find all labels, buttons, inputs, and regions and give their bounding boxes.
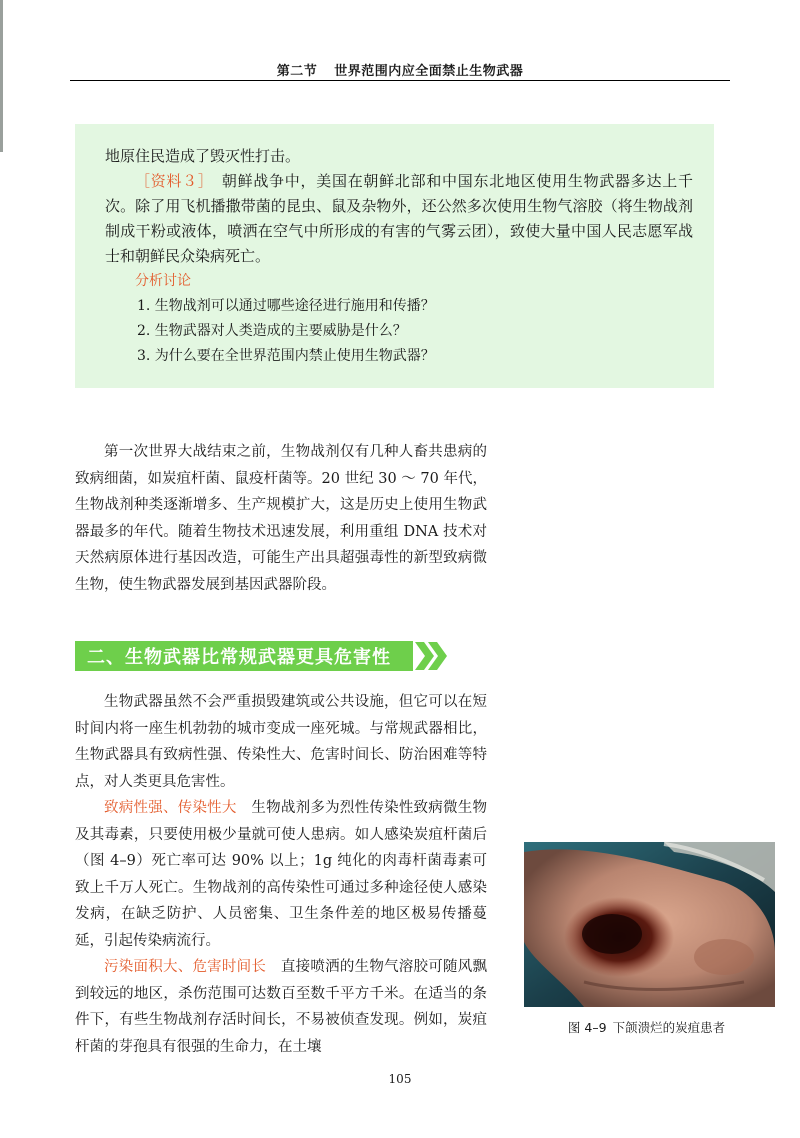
section-2-point-2 <box>75 954 487 1060</box>
section-2-point-1 <box>75 795 487 954</box>
discussion-question: 1. 生物战剂可以通过哪些途径进行施用和传播？ <box>137 298 435 314</box>
point-2-text: 直接喷洒的生物气溶胶可随风飘到较远的地区，杀伤范围可达数百至数千平方千米。在适当的条件下，有些生物战剂存活时间长，不易被侦查发现。例如，炭疽杆菌的芽孢具有很强的生命力，在土壤 <box>75 959 488 1055</box>
double-chevron-icon <box>415 639 449 673</box>
figure-caption <box>524 1018 775 1036</box>
running-header <box>70 60 730 82</box>
material-3-text: 朝鲜战争中，美国在朝鲜北部和中国东北地区使用生物武器多达上千次。除了用飞机播撒带菌的昆虫、鼠及杂物外，还公然多次使用生物气溶胶（将生物战剂制成干粉或液体，喷洒在空气中所形成的有害的气雾云团），致使大量中国人民志愿军战士和朝鲜民众染病死亡。 <box>105 172 693 265</box>
figure-number: 图 4–9 <box>567 1020 607 1035</box>
material-box <box>75 124 714 388</box>
point-2-heading: 污染面积大、危害时间长 <box>104 959 267 975</box>
section-2-intro: 生物武器虽然不会严重损毁建筑或公共设施，但它可以在短时间内将一座生机勃勃的城市变成一座死城。与常规武器相比，生物武器具有致病性强、传染性大、危害时间长、防治困难等特点，对人类更具危害性。 <box>75 694 487 790</box>
patient-image <box>524 842 775 1007</box>
section-2-body <box>75 689 487 1060</box>
page-number: 105 <box>388 1072 412 1086</box>
point-1-heading: 致病性强、传染性大 <box>104 800 237 816</box>
material-3-paragraph <box>105 169 693 269</box>
history-paragraph <box>75 439 487 598</box>
anthrax-patient-photo <box>524 842 775 1007</box>
section-2-title: 二、生物武器比常规武器更具危害性 <box>87 647 391 668</box>
discussion-title: 分析讨论 <box>135 273 191 289</box>
material-3-tag: ［资料３］ <box>135 172 207 190</box>
page-edge-mark <box>0 0 3 152</box>
material-carryover-line: 地原住民造成了毁灭性打击。 <box>105 147 301 165</box>
header-rule <box>70 80 730 81</box>
discussion-question: 2. 生物武器对人类造成的主要威胁是什么？ <box>137 323 407 339</box>
section-2-banner <box>75 639 445 673</box>
header-section-label: 第二节 <box>276 64 318 79</box>
point-1-text: 生物战剂多为烈性传染性致病微生物及其毒素，只要使用极少量就可使人患病。如人感染炭疽杆菌后（图 4–9）死亡率可达 90% 以上；1g 纯化的肉毒杆菌毒素可致上千万人死亡。生物战剂的高传染性可通过多种途径使人感染发病，在缺乏防护、人员密集、卫生条件差的地区极易传播蔓延，引起传染病流行。 <box>75 800 488 949</box>
history-paragraph-text: 第一次世界大战结束之前，生物战剂仅有几种人畜共患病的致病细菌，如炭疽杆菌、鼠疫杆菌等。20 世纪 30 ～ 70 年代，生物战剂种类逐渐增多、生产规模扩大，这是历史上使用生物武器最多的年代。随着生物技术迅速发展，利用重组 DNA 技术对天然病原体进行基因改造，可能生产出具超强毒性的新型致病微生物，使生物武器发展到基因武器阶段。 <box>75 444 487 593</box>
figure-caption-text: 下颌溃烂的炭疽患者 <box>612 1020 726 1035</box>
discussion-question: 3. 为什么要在全世界范围内禁止使用生物武器？ <box>137 348 435 364</box>
header-section-title: 世界范围内应全面禁止生物武器 <box>334 64 524 79</box>
